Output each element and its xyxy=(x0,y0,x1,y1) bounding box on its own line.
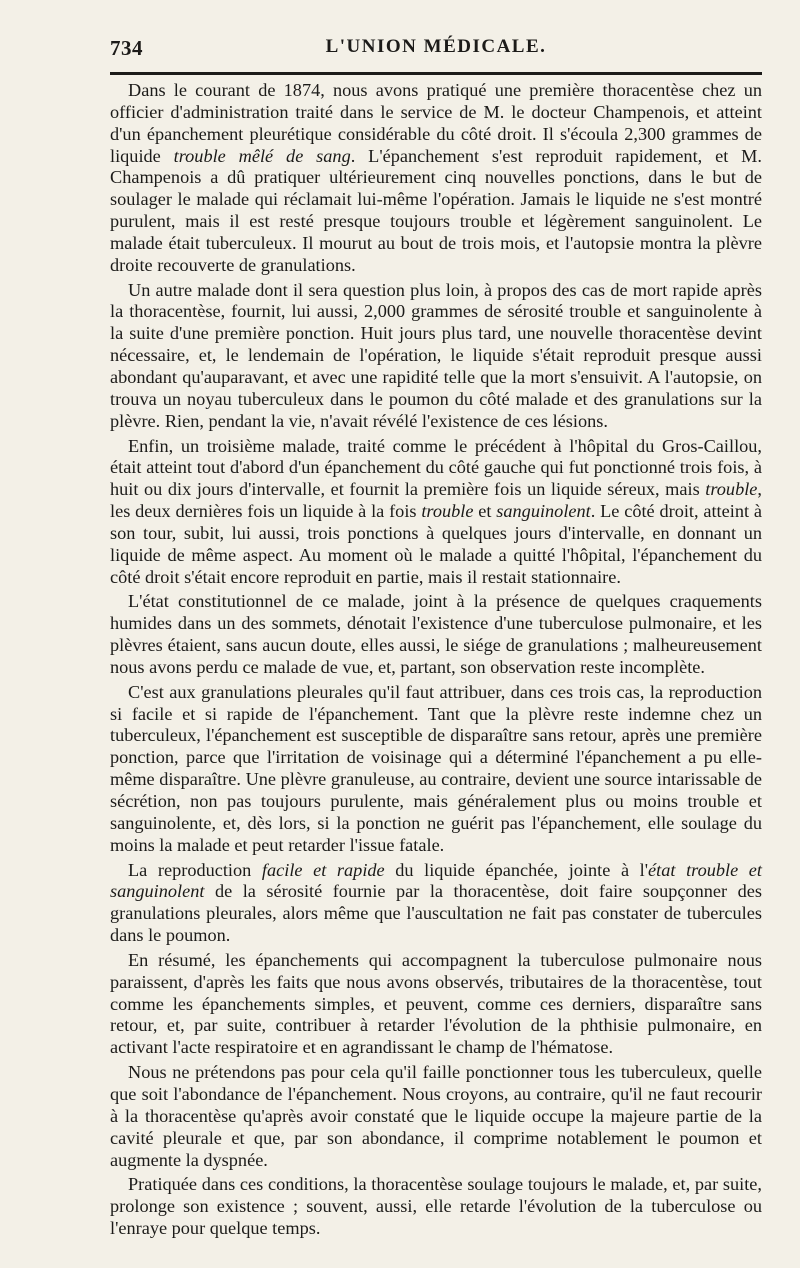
text-run: L'état constitutionnel de ce malade, joint à la présence de quelques craquements humides dans un des sommets, dénotait l'existence d'une tuberculose pulmonaire, et les plèvres étaient, sans aucun doute, elles aussi, le siége de granulations ; malheureusement nous avons perdu ce malade de vue, et, partant, son observation reste incomplète. xyxy=(110,591,762,677)
text-run: Pratiquée dans ces conditions, la thoracentèse soulage toujours le malade, et, par suite, prolonge son existence ; souvent, aussi, elle retarde l'évolution de la tuberculose ou l'enraye pour quelque temps. xyxy=(110,1174,762,1239)
paragraph xyxy=(110,682,762,857)
text-run: C'est aux granulations pleurales qu'il faut attribuer, dans ces trois cas, la reproduction si facile et si rapide de l'épanchement. Tant que la plèvre reste indemne chez un tuberculeux, l'épanchement est susceptible de disparaître sans retour, après une première ponction, parce que l'irritation de voisinage qui a déterminé l'épanchement a pu elle-même disparaître. Une plèvre granuleuse, au contraire, devient une source intarissable de sécrétion, non pas toujours purulente, mais généralement plus ou moins trouble et sanguinolente, et, dès lors, si la ponction ne guérit pas l'épanchement, elle soulage du moins la malade et peut retarder l'issue fatale. xyxy=(110,681,762,855)
italic-text: état trouble et sanguinolent xyxy=(110,859,762,902)
paragraph xyxy=(110,950,762,1059)
paragraph xyxy=(110,280,762,433)
paragraph xyxy=(110,591,762,678)
page-number: 734 xyxy=(110,36,143,60)
text-run: du liquide épanchée, jointe à l' xyxy=(384,859,649,880)
text-run: , les deux dernières fois un liquide à la fois xyxy=(110,479,762,522)
paragraph xyxy=(110,80,762,277)
italic-text: trouble xyxy=(421,501,474,522)
paragraph xyxy=(110,1062,762,1171)
running-head: L'UNION MÉDICALE. xyxy=(325,36,547,57)
italic-text: trouble xyxy=(705,479,758,500)
italic-text: sanguinolent xyxy=(496,501,591,522)
text-run: La reproduction xyxy=(128,859,262,880)
article-body xyxy=(110,80,762,1240)
page-header xyxy=(110,36,762,70)
text-run: Nous ne prétendons pas pour cela qu'il faille ponctionner tous les tuberculeux, quelle que soit l'abondance de l'épanchement. Nous croyons, au contraire, qu'il ne faut recourir à la thoracentèse qu'après avoir constaté que le liquide occupe la majeure partie de la cavité pleurale et que, par son abondance, il comprime notablement le poumon et augmente la dyspnée. xyxy=(110,1062,762,1170)
paragraph xyxy=(110,1174,762,1240)
text-run: Dans le courant de 1874, nous avons pratiqué une première thoracentèse chez un officier d'administration traité dans le service de M. le docteur Champenois, et atteint d'un épanchement pleurétique considérable du côté droit. Il s'écoula 2,300 grammes de liquide xyxy=(110,80,762,166)
header-rule xyxy=(110,72,762,75)
paragraph xyxy=(110,436,762,589)
text-run: de la sérosité fournie par la thoracentèse, doit faire soupçonner des granulations pleurales, alors même que l'auscultation ne fait pas constater de tubercules dans le poumon. xyxy=(110,881,762,946)
italic-text: trouble mêlé de sang xyxy=(173,145,351,166)
text-run: Un autre malade dont il sera question plus loin, à propos des cas de mort rapide après la thoracentèse, fournit, lui aussi, 2,000 grammes de sérosité trouble et sanguinolente à la suite d'une première ponction. Huit jours plus tard, une nouvelle thoracentèse devint nécessaire, et, le lendemain de l'opération, le liquide s'était reproduit presque aussi abondant qu'auparavant, et avec une rapidité telle que la mort s'ensuivit. A l'autopsie, on trouva un noyau tuberculeux dans le poumon du côté malade et des granulations sur la plèvre. Rien, pendant la vie, n'avait révélé l'existence de ces lésions. xyxy=(110,279,762,431)
text-run: . L'épanchement s'est reproduit rapidement, et M. Champenois a dû pratiquer ultérieurement cinq nouvelles ponctions, dans le but de soulager le malade qui réclamait lui-même l'opération. Jamais le liquide ne s'est montré purulent, mais il est resté presque toujours trouble et légèrement sanguinolent. Le malade était tuberculeux. Il mourut au bout de trois mois, et l'autopsie montra la plèvre droite recouverte de granulations. xyxy=(110,145,762,275)
text-run: Enfin, un troisième malade, traité comme le précédent à l'hôpital du Gros-Caillou, était atteint tout d'abord d'un épanchement du côté gauche qui fut ponctionné trois fois, à huit ou dix jours d'intervalle, et fournit la première fois un liquide séreux, mais xyxy=(110,435,762,500)
text-run: et xyxy=(473,501,497,522)
text-run: . Le côté droit, atteint à son tour, subit, lui aussi, trois ponctions à quelques jours d'intervalle, en donnant un liquide de même aspect. Au moment où le malade a quitté l'hôpital, l'épanchement du côté droit s'était encore reproduit en partie, mais il restait stationnaire. xyxy=(110,501,762,587)
italic-text: facile et rapide xyxy=(261,859,385,880)
text-run: En résumé, les épanchements qui accompagnent la tuberculose pulmonaire nous paraissent, d'après les faits que nous avons observés, tributaires de la thoracentèse, tout comme les épanchements simples, et peuvent, comme ces derniers, disparaître sans retour, et, par suite, contribuer à retarder l'évolution de la phthisie pulmonaire, en activant l'acte respiratoire et en agrandissant le champ de l'hématose. xyxy=(110,949,762,1058)
paragraph xyxy=(110,860,762,947)
